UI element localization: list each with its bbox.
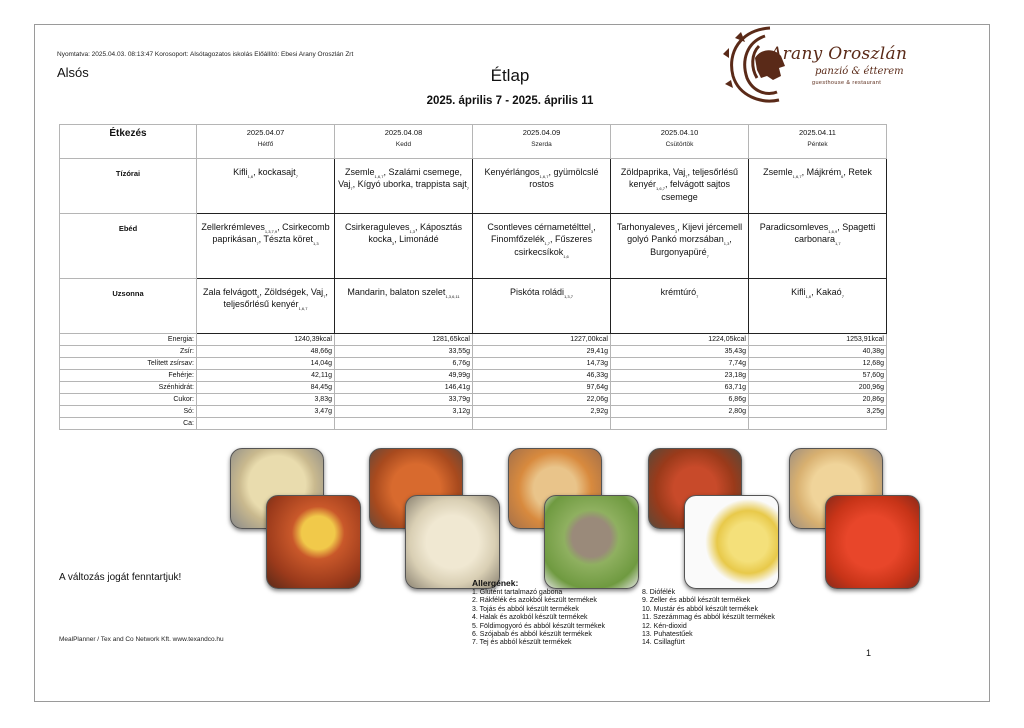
nutrition-row — [60, 406, 887, 418]
allergen-item: 6. Szójabab és abból készült termékek — [472, 631, 592, 639]
nutrition-value: 3,47g — [197, 406, 335, 418]
meal-cell: Kifli$_{1,6}$, Kakaó$_7$ — [749, 279, 887, 334]
corner-label: Étkezés — [60, 125, 197, 159]
nutrition-value: 20,86g — [749, 394, 887, 406]
meal-cell: Tarhonyaleves$_3$, Kijevi jércemell golyó Pankó morzsában$_{1,3}$, Burgonyapüré$_7$ — [611, 214, 749, 279]
nutrition-value: 1253,91kcal — [749, 334, 887, 346]
nutrition-value: 14,04g — [197, 358, 335, 370]
food-photo — [266, 495, 361, 589]
nutrition-value — [749, 418, 887, 430]
nutrition-value: 200,96g — [749, 382, 887, 394]
meal-cell: Mandarin, balaton szelet$_{1,3,6,11}$ — [335, 279, 473, 334]
nutrition-row — [60, 394, 887, 406]
nutrition-label: Telített zsírsav: — [60, 358, 197, 370]
nutrition-label: Szénhidrát: — [60, 382, 197, 394]
day-date: 2025.04.08 — [384, 128, 423, 137]
day-date: 2025.04.07 — [246, 128, 285, 137]
allergen-item: 2. Rákfélék és azokból készült termékek — [472, 597, 597, 605]
nutrition-value: 46,33g — [473, 370, 611, 382]
meal-cell: Zöldpaprika, Vaj$_7$, teljesőrlésű kenyér$_{1,6,7}$, felvágott sajtos csemege — [611, 159, 749, 214]
nutrition-label: Zsír: — [60, 346, 197, 358]
allergen-item: 4. Halak és azokból készült termékek — [472, 614, 588, 622]
table-header-row — [60, 125, 887, 159]
allergen-item: 11. Szezámmag és abból készült termékek — [642, 614, 775, 622]
meal-cell: Kifli$_{1,6}$, kockasajt$_7$ — [197, 159, 335, 214]
allergen-item: 7. Tej és abból készült termékek — [472, 639, 572, 647]
meal-cell: Zsemle$_{1,6,7}$, Szalámi csemege, Vaj$_7$, Kígyó uborka, trappista sajt$_7$ — [335, 159, 473, 214]
nutrition-value: 57,60g — [749, 370, 887, 382]
nutrition-row — [60, 358, 887, 370]
allergen-item: 1. Glutént tartalmazó gabona — [472, 589, 563, 596]
meal-row-tizorai — [60, 159, 887, 214]
day-header — [335, 125, 473, 159]
nutrition-value: 3,83g — [197, 394, 335, 406]
nutrition-row — [60, 382, 887, 394]
nutrition-value: 35,43g — [611, 346, 749, 358]
allergen-item: 12. Kén-dioxid — [642, 622, 687, 630]
nutrition-value: 6,76g — [335, 358, 473, 370]
nutrition-value — [473, 418, 611, 430]
nutrition-value: 3,25g — [749, 406, 887, 418]
nutrition-label: Cukor: — [60, 394, 197, 406]
nutrition-value: 7,74g — [611, 358, 749, 370]
food-photo — [825, 495, 920, 589]
nutrition-value: 49,99g — [335, 370, 473, 382]
footer-credit: MealPlanner / Tex and Co Network Kft. www.texandco.hu — [59, 636, 224, 643]
nutrition-value: 48,66g — [197, 346, 335, 358]
nutrition-row — [60, 334, 887, 346]
meal-cell: Zala felvágott$_6$, Zöldségek, Vaj$_7$, teljesőrlésű kenyér$_{1,6,7}$ — [197, 279, 335, 334]
allergen-item: 9. Zeller és abból készült termékek — [642, 597, 751, 605]
nutrition-value: 97,64g — [473, 382, 611, 394]
day-date: 2025.04.09 — [522, 128, 561, 137]
nutrition-value: 42,11g — [197, 370, 335, 382]
change-notice: A változás jogát fenntartjuk! — [59, 572, 182, 583]
nutrition-label: Ca: — [60, 418, 197, 430]
nutrition-value: 40,38g — [749, 346, 887, 358]
nutrition-value: 146,41g — [335, 382, 473, 394]
day-header — [473, 125, 611, 159]
nutrition-row — [60, 346, 887, 358]
meal-cell: Csontleves cérnametélttel$_3$, Finomfőzelék$_{1,7}$, Fűszeres csirkecsíkok$_{1,6}$ — [473, 214, 611, 279]
allergen-item: 13. Puhatestűek — [642, 631, 693, 639]
logo-subtitle: panzió & étterem — [815, 66, 904, 77]
menu-table — [59, 124, 887, 430]
nutrition-value: 2,92g — [473, 406, 611, 418]
nutrition-value — [335, 418, 473, 430]
page-title: Étlap — [490, 66, 530, 85]
nutrition-value: 1240,39kcal — [197, 334, 335, 346]
nutrition-body — [60, 334, 887, 430]
allergen-list-1 — [472, 589, 605, 648]
page-number: 1 — [866, 648, 872, 658]
day-header — [611, 125, 749, 159]
date-range: 2025. április 7 - 2025. április 11 — [426, 95, 594, 107]
day-name: Péntek — [807, 141, 828, 148]
day-header — [749, 125, 887, 159]
meal-cell: krémtúró$_7$ — [611, 279, 749, 334]
nutrition-value: 14,73g — [473, 358, 611, 370]
day-name: Szerda — [531, 141, 552, 148]
allergen-item: 14. Csillagfürt — [642, 639, 685, 647]
nutrition-value: 84,45g — [197, 382, 335, 394]
allergen-title: Allergének: — [472, 578, 519, 588]
logo-name: Arany Oroszlán — [770, 44, 908, 64]
age-group-label: Alsós — [57, 65, 89, 80]
day-name: Hétfő — [257, 141, 274, 148]
nutrition-value — [611, 418, 749, 430]
nutrition-row — [60, 370, 887, 382]
nutrition-label: Energia: — [60, 334, 197, 346]
logo-tagline: guesthouse & restaurant — [812, 80, 882, 86]
nutrition-value: 22,06g — [473, 394, 611, 406]
nutrition-label: Fehérje: — [60, 370, 197, 382]
nutrition-value: 33,55g — [335, 346, 473, 358]
nutrition-value: 63,71g — [611, 382, 749, 394]
meal-cell: Csirkeraguleves$_{1,3}$, Káposztás kocka$_3$, Limonádé — [335, 214, 473, 279]
day-date: 2025.04.11 — [799, 128, 836, 137]
food-photo — [405, 495, 500, 589]
allergen-item: 8. Diófélék — [642, 589, 676, 596]
day-date: 2025.04.10 — [660, 128, 699, 137]
allergen-list-2 — [642, 589, 775, 648]
meal-row-uzsonna — [60, 279, 887, 334]
nutrition-label: Só: — [60, 406, 197, 418]
meal-label: Uzsonna — [60, 279, 197, 334]
nutrition-value: 2,80g — [611, 406, 749, 418]
food-photo — [684, 495, 779, 589]
nutrition-value — [197, 418, 335, 430]
meal-row-ebed — [60, 214, 887, 279]
allergen-item: 3. Tojás és abból készült termékek — [472, 605, 579, 613]
nutrition-value: 3,12g — [335, 406, 473, 418]
meal-cell: Zellerkrémleves$_{1,3,7,9}$, Csirkecomb paprikásan$_7$, Tészta köret$_{1,3}$ — [197, 214, 335, 279]
nutrition-value: 6,86g — [611, 394, 749, 406]
allergen-item: 10. Mustár és abból készült termékek — [642, 605, 758, 613]
food-photo — [544, 495, 639, 589]
nutrition-value: 1224,05kcal — [611, 334, 749, 346]
meal-cell: Piskóta roládi$_{1,3,7}$ — [473, 279, 611, 334]
nutrition-value: 29,41g — [473, 346, 611, 358]
nutrition-value: 33,79g — [335, 394, 473, 406]
nutrition-value: 1281,65kcal — [335, 334, 473, 346]
print-info: Nyomtatva: 2025.04.03. 08:13:47 Korosoport: Alsótagozatos iskolás Előállító: Ebesi Arany Oroszlán Zrt — [57, 51, 354, 58]
nutrition-value: 12,68g — [749, 358, 887, 370]
meal-cell: Paradicsomleves$_{1,6,9}$, Spagetti carbonara$_{1,7}$ — [749, 214, 887, 279]
meal-label: Ebéd — [60, 214, 197, 279]
nutrition-value: 23,18g — [611, 370, 749, 382]
allergen-item: 5. Földimogyoró és abból készült termékek — [472, 622, 606, 630]
meal-cell: Zsemle$_{1,6,7}$, Májkrém$_6$, Retek — [749, 159, 887, 214]
day-name: Kedd — [395, 141, 412, 148]
meal-label: Tízórai — [60, 159, 197, 214]
day-name: Csütörtök — [665, 141, 694, 148]
nutrition-value: 1227,00kcal — [473, 334, 611, 346]
nutrition-row — [60, 418, 887, 430]
meal-cell: Kenyérlángos$_{1,6,7}$, gyümölcslé rostos — [473, 159, 611, 214]
day-header — [197, 125, 335, 159]
